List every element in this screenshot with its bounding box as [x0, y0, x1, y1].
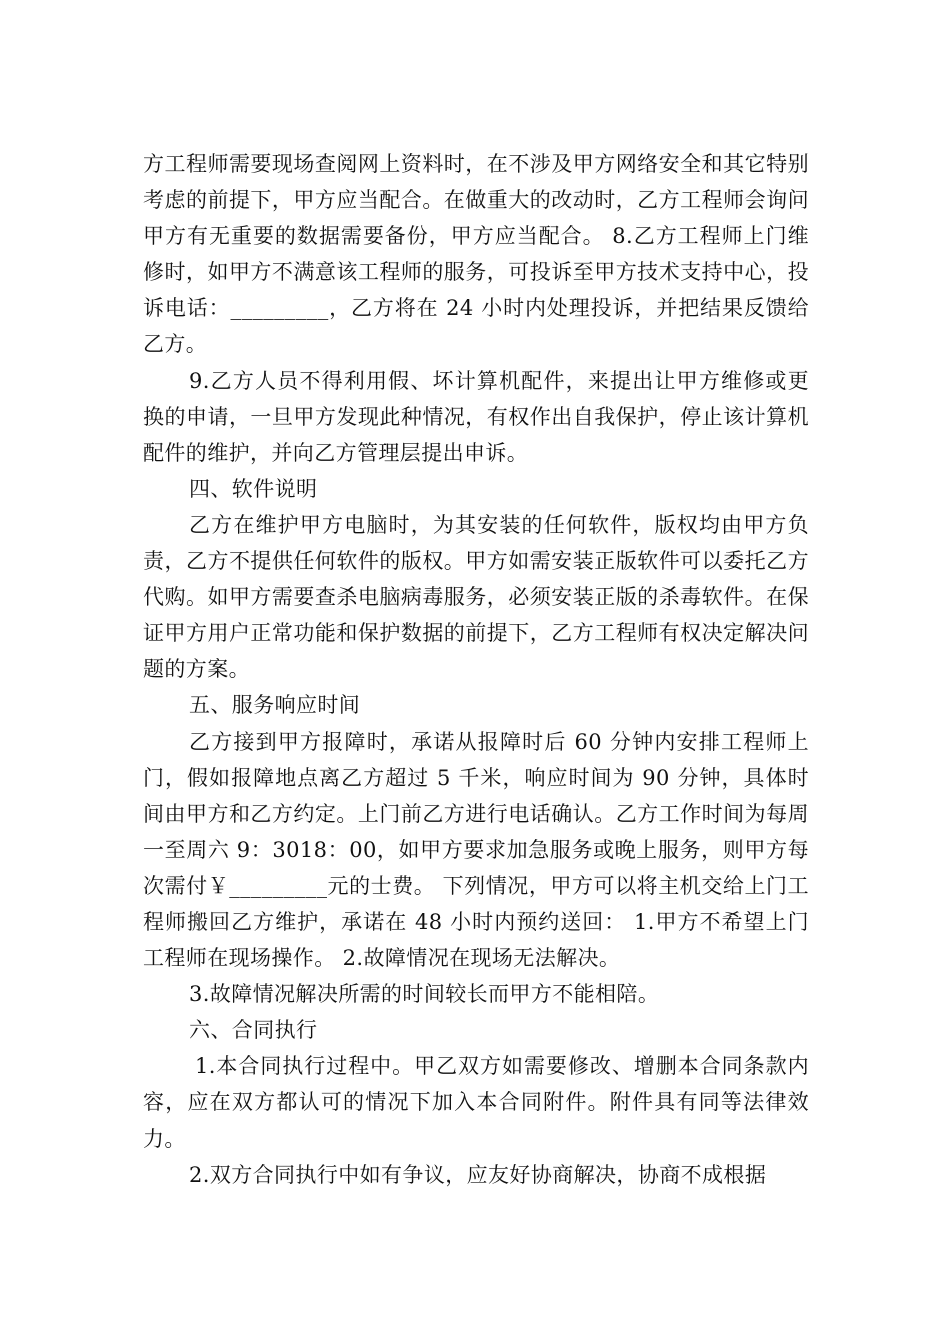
paragraph-contract-item-2: 2.双方合同执行中如有争议，应友好协商解决，协商不成根据	[189, 1162, 767, 1187]
document-page	[143, 146, 809, 1193]
paragraph-contract-item-1: 1.本合同执行过程中。甲乙双方如需要修改、增删本合同条款内容，应在双方都认可的情况下加入本合同附件。附件具有同等法律效力。	[143, 1054, 809, 1151]
paragraph-item-9: 9.乙方人员不得利用假、坏计算机配件，来提出让甲方维修或更换的申请，一旦甲方发现此种情况，有权作出自我保护，停止该计算机配件的维护，并向乙方管理层提出申诉。	[143, 368, 809, 465]
section-heading-contract-execution: 六、合同执行	[189, 1018, 318, 1043]
paragraph-response-time: 乙方接到甲方报障时，承诺从报障时后 60 分钟内安排工程师上门，假如报障地点离乙方超过 5 千米，响应时间为 90 分钟，具体时间由甲方和乙方约定。上门前乙方进行电话确认。乙方工作时间为每周一至周六 9：3018：00，如甲方要求加急服务或晚上服务，则甲方每次需付￥_________元的士费。 下列情况，甲方可以将主机交给上门工程师搬回乙方维护，承诺在 48 小时内预约送回： 1.甲方不希望上门工程师在现场操作。 2.故障情况在现场无法解决。	[143, 729, 809, 971]
paragraph-item-3: 3.故障情况解决所需的时间较长而甲方不能相陪。	[189, 982, 660, 1007]
section-heading-software: 四、软件说明	[189, 476, 318, 501]
paragraph-software-description: 乙方在维护甲方电脑时，为其安装的任何软件，版权均由甲方负责，乙方不提供任何软件的版权。甲方如需安装正版软件可以委托乙方代购。如甲方需要查杀电脑病毒服务，必须安装正版的杀毒软件。在保证甲方用户正常功能和保护数据的前提下，乙方工程师有权决定解决问题的方案。	[143, 512, 809, 682]
paragraph-continuation: 方工程师需要现场查阅网上资料时，在不涉及甲方网络安全和其它特别考虑的前提下，甲方应当配合。在做重大的改动时，乙方工程师会询问甲方有无重要的数据需要备份，甲方应当配合。 8.乙方工程师上门维修时，如甲方不满意该工程师的服务，可投诉至甲方技术支持中心，投诉电话：_________，乙方将在 24 小时内处理投诉，并把结果反馈给乙方。	[143, 152, 809, 357]
section-heading-response-time: 五、服务响应时间	[189, 693, 361, 718]
